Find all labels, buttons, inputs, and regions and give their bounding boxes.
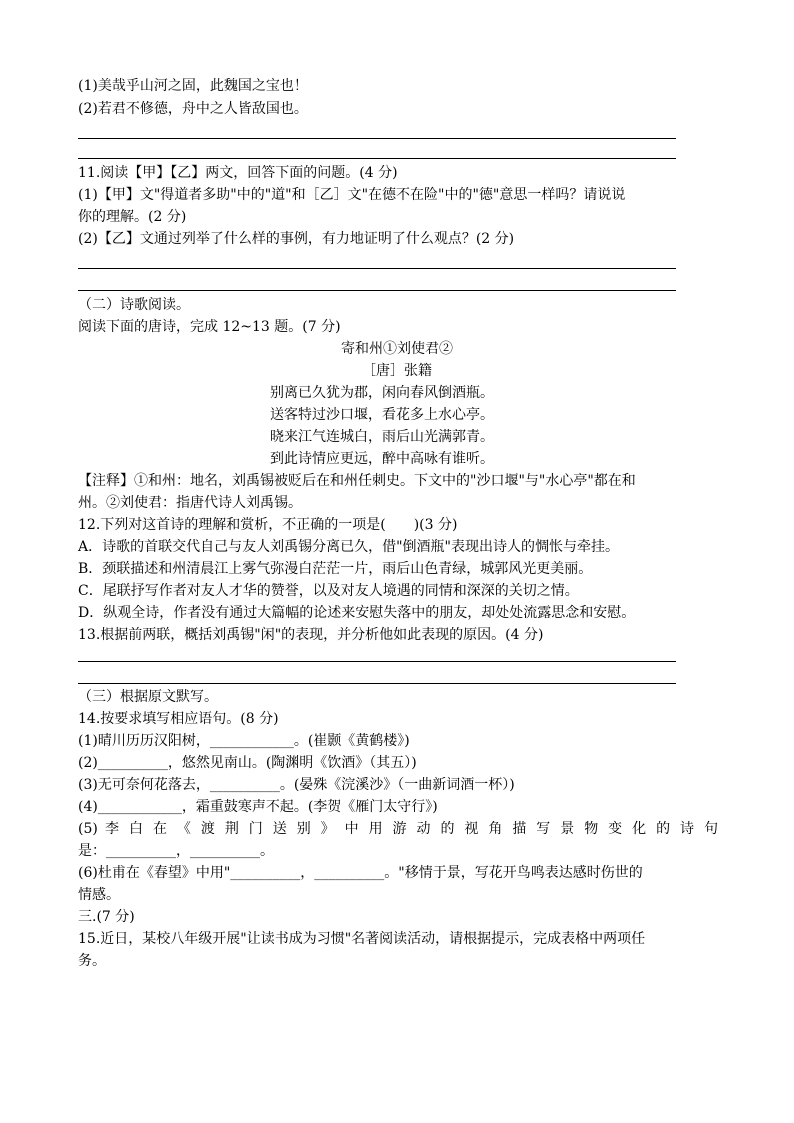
q15-line2: 务。 — [78, 953, 106, 969]
translation-item-1: (1)美哉乎山河之固，此魏国之宝也！ — [78, 78, 308, 94]
q11-sub1-line1: (1)【甲】文"得道者多助"中的"道"和［乙］文"在德不在险"中的"德"意思一样吗？请说说 — [78, 187, 626, 203]
q13-title: 13.根据前两联，概括刘禹锡"闲"的表现，并分析他如此表现的原因。(4 分) — [78, 627, 544, 643]
q14-item-1: (1)晴川历历汉阳树，____________。(崔颢《黄鹤楼》) — [78, 733, 410, 749]
poetry-intro: 阅读下面的唐诗，完成 12~13 题。(7 分) — [78, 319, 341, 335]
answer-line — [78, 268, 676, 269]
answer-line — [78, 683, 676, 684]
q12-title: 12.下列对这首诗的理解和赏析，不正确的一项是( )(3 分) — [78, 517, 458, 533]
q14-item-6-line2: 情感。 — [78, 887, 120, 903]
q12-option-b: B．颈联描述和州清晨江上雾气弥漫白茫茫一片，雨后山色青绿，城郭风光更美丽。 — [78, 561, 593, 577]
poem-line-2: 送客特过沙口堰，看花多上水心亭。 — [270, 407, 494, 423]
poem-note-line1: 【注释】①和州：地名，刘禹锡被贬后在和州任刺史。下文中的"沙口堰"与"水心亭"都在和 — [78, 473, 636, 489]
q14-title: 14.按要求填写相应语句。(8 分) — [78, 711, 279, 727]
answer-line — [78, 661, 676, 662]
q14-item-2: (2)__________，悠然见南山。(陶渊明《饮酒》（其五）) — [78, 755, 417, 771]
q12-option-c: C．尾联抒写作者对友人才华的赞誉，以及对友人境遇的同情和深深的关切之情。 — [78, 583, 579, 599]
poem-author: ［唐］张籍 — [362, 363, 432, 379]
q14-item-5-line1: (5) 李 白 在 《 渡 荆 门 送 别 》 中 用 游 动 的 视 角 描 写 景 物 变 化 的 诗 句 — [78, 821, 718, 837]
part3-title: 三.(7 分) — [78, 909, 135, 925]
q11-sub1-line2: 你的理解。(2 分) — [78, 209, 187, 225]
poem-line-1: 别离已久犹为郡，闲向春风倒酒瓶。 — [270, 385, 494, 401]
q11-title: 11.阅读【甲】【乙】两文，回答下面的问题。(4 分) — [78, 165, 398, 181]
poem-title: 寄和州①刘使君② — [341, 341, 453, 357]
poetry-section-title: （二）诗歌阅读。 — [78, 297, 190, 313]
recitation-section-title: （三）根据原文默写。 — [78, 689, 218, 705]
q12-option-a: A．诗歌的首联交代自己与友人刘禹锡分离已久，借"倒酒瓶"表现出诗人的惆怅与牵挂。 — [78, 539, 619, 555]
q12-option-d: D．纵观全诗，作者没有通过大篇幅的论述来安慰失落中的朋友，却处处流露思念和安慰。 — [78, 605, 636, 621]
q15-line1: 15.近日，某校八年级开展"让读书成为习惯"名著阅读活动，请根据提示，完成表格中两项任 — [78, 931, 646, 947]
translation-item-2: (2)若君不修德，舟中之人皆敌国也。 — [78, 101, 308, 117]
q14-item-3: (3)无可奈何花落去，__________。(晏殊《浣溪沙》（一曲新词酒一杯）) — [78, 777, 515, 793]
q14-item-4: (4)____________，霜重鼓寒声不起。(李贺《雁门太守行》) — [78, 799, 438, 815]
answer-line — [78, 290, 676, 291]
q14-item-6-line1: (6)杜甫在《春望》中用"__________，__________。"移情于景，写花开鸟鸣表达感时伤世的 — [78, 865, 643, 881]
poem-line-4: 到此诗情应更远，醉中高咏有谁听。 — [270, 451, 494, 467]
poem-note-line2: 州。②刘使君：指唐代诗人刘禹锡。 — [78, 495, 302, 511]
poem-line-3: 晓来江气连城白，雨后山光满郭青。 — [270, 429, 494, 445]
answer-line — [78, 158, 676, 159]
q14-item-5-line2: 是：__________，__________。 — [78, 843, 274, 859]
answer-line — [78, 138, 676, 139]
q11-sub2: (2)【乙】文通过列举了什么样的事例，有力地证明了什么观点？(2 分) — [78, 231, 515, 247]
